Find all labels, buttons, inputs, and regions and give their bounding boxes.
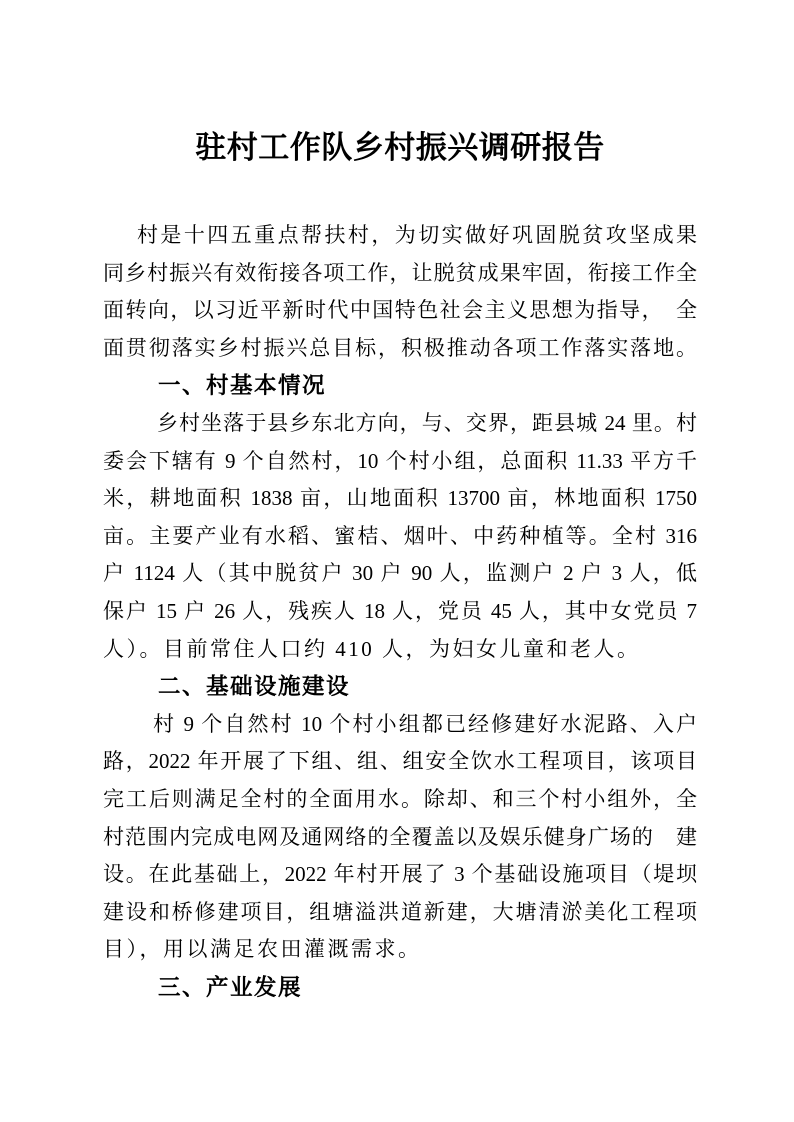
document-title: 驻村工作队乡村振兴调研报告 (195, 130, 605, 165)
paragraph (103, 217, 697, 367)
paragraph-line: 同乡村振兴有效衔接各项工作，让脱贫成果牢固，衔接工作全 (103, 260, 697, 285)
paragraph-line: 目），用以满足农田灌溉需求。 (103, 937, 422, 962)
paragraph-line: 户 1124 人（其中脱贫户 30 户 90 人，监测户 2 户 3 人，低 (103, 561, 697, 586)
paragraph-line: 亩。主要产业有水稻、蜜桔、烟叶、中药种植等。全村 316 (103, 523, 697, 548)
paragraph-line: 村 9 个自然村 10 个村小组都已经修建好水泥路、入户 (153, 711, 697, 736)
paragraph-line: 村是十四五重点帮扶村，为切实做好巩固脱贫攻坚成果 (137, 223, 697, 247)
paragraph-line: 保户 15 户 26 人，残疾人 18 人，党员 45 人，其中女党员 7 (103, 598, 697, 623)
paragraph-line: 村范围内完成电网及通网络的全覆盖以及娱乐健身广场的 建 (103, 824, 697, 849)
section-heading-3: 三、产业发展 (158, 974, 303, 1000)
document-content (103, 0, 697, 1006)
paragraph-line: 面贯彻落实乡村振兴总目标，积极推动各项工作落实落地。 (103, 335, 697, 360)
paragraph-line: 面转向，以习近平新时代中国特色社会主义思想为指导， 全 (103, 298, 697, 323)
paragraph (103, 405, 697, 668)
section-heading-2: 二、基础设施建设 (158, 674, 351, 700)
paragraph-line: 设。在此基础上，2022 年村开展了 3 个基础设施项目（堤坝 (103, 862, 697, 887)
document-body (103, 217, 697, 1006)
paragraph-line: 建设和桥修建项目，组塘溢洪道新建，大塘清淤美化工程项 (103, 899, 697, 924)
paragraph-line: 米，耕地面积 1838 亩，山地面积 13700 亩，林地面积 1750 (103, 486, 697, 511)
section-heading-1: 一、村基本情况 (158, 373, 327, 399)
paragraph-line: 完工后则满足全村的全面用水。除却、和三个村小组外，全 (103, 786, 697, 811)
paragraph-line: 人）。目前常住人口约 410 人，为妇女儿童和老人。 (103, 636, 641, 661)
paragraph (103, 706, 697, 969)
paragraph-line: 路，2022 年开展了下组、组、组安全饮水工程项目，该项目 (103, 749, 697, 774)
paragraph-line: 委会下辖有 9 个自然村，10 个村小组，总面积 11.33 平方千 (103, 448, 698, 473)
paragraph-line: 乡村坐落于县乡东北方向，与、交界，距县城 24 里。村 (157, 410, 697, 435)
